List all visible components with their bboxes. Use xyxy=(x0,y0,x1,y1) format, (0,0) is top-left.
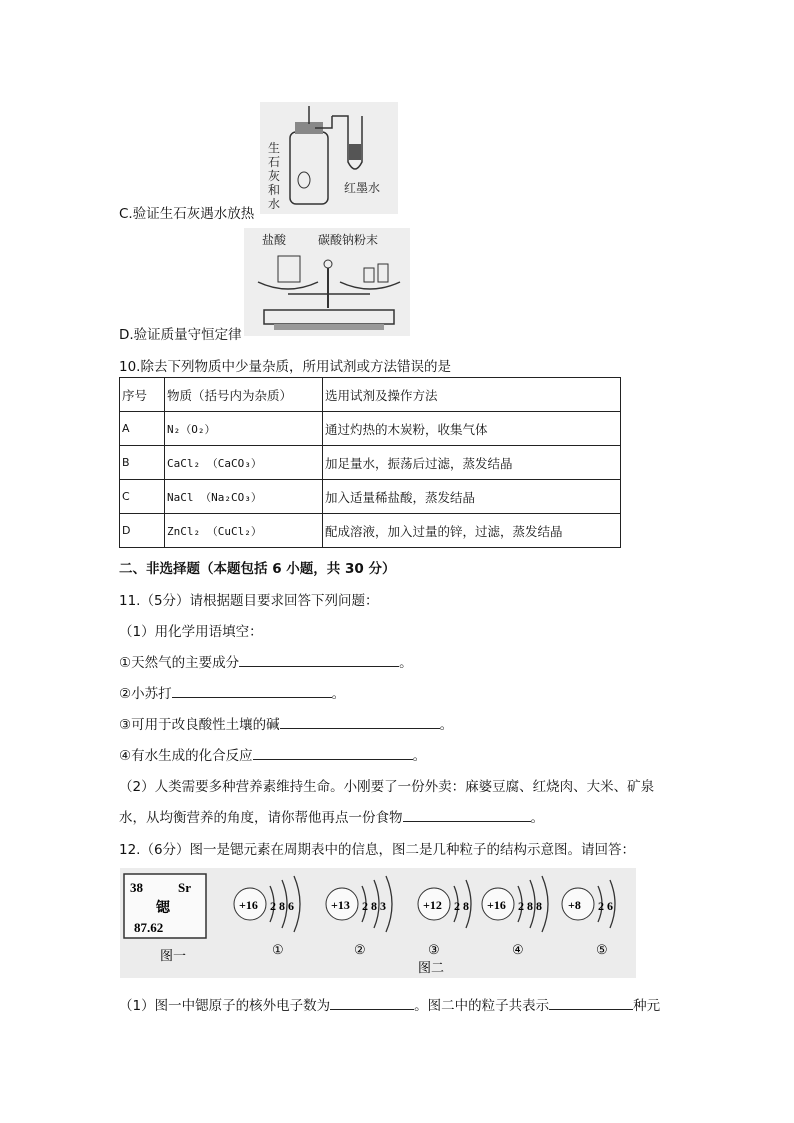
electron-shells: 2 8 8 xyxy=(518,899,542,913)
table-row xyxy=(120,446,621,480)
q11-item1-text: ①天然气的主要成分 xyxy=(119,655,240,671)
q11-item3-text: ③可用于改良酸性土壤的碱 xyxy=(119,717,280,733)
q11-item2 xyxy=(119,682,345,702)
period: 。 xyxy=(399,655,413,671)
answer-blank[interactable] xyxy=(403,807,531,822)
figure-strontium-and-particles xyxy=(120,868,636,978)
table-row xyxy=(120,480,621,514)
fig2-caption: 图二 xyxy=(418,960,445,975)
q12-part1-text-b: 。图二中的粒子共表示 xyxy=(414,998,550,1014)
header-substance: 物质（括号内为杂质） xyxy=(165,378,323,412)
q12-part1-text-c: 种元 xyxy=(633,998,661,1014)
row-id: D xyxy=(120,514,165,548)
q11-stem: 11.（5分）请根据题目要求回答下列问题： xyxy=(119,593,379,609)
particle-label: ⑤ xyxy=(596,942,608,957)
element-name: 锶 xyxy=(156,901,170,916)
header-method: 选用试剂及操作方法 xyxy=(323,378,621,412)
particle-3 xyxy=(418,880,471,957)
particle-label: ④ xyxy=(512,942,524,957)
particle-1 xyxy=(234,876,300,957)
q11-item3 xyxy=(119,713,453,733)
q12-stem: 12.（6分）图一是锶元素在周期表中的信息，图二是几种粒子的结构示意图。请回答： xyxy=(119,842,636,858)
row-method: 加入适量稀盐酸，蒸发结晶 xyxy=(323,480,621,514)
period: 。 xyxy=(331,686,346,702)
section-heading: 二、非选择题（本题包括 6 小题，共 30 分） xyxy=(119,561,396,577)
particles-drawing xyxy=(120,868,636,978)
particle-label: ① xyxy=(272,942,284,957)
q12-part1 xyxy=(119,994,660,1014)
atomic-number: 38 xyxy=(130,880,143,895)
nucleus-charge: +13 xyxy=(331,898,350,912)
nucleus-charge: +16 xyxy=(487,898,506,912)
figure-quicklime-apparatus xyxy=(260,102,398,214)
option-d-label: D.验证质量守恒定律 xyxy=(119,327,242,343)
element-symbol: Sr xyxy=(178,880,191,895)
fig-label-quicklime: 生石灰和水 xyxy=(268,141,281,211)
electron-shells: 2 8 xyxy=(454,899,469,913)
row-substance: NaCl （Na₂CO₃） xyxy=(165,480,323,514)
header-id: 序号 xyxy=(120,378,165,412)
fig-label-sodium-carbonate: 碳酸钠粉末 xyxy=(318,233,379,247)
answer-blank[interactable] xyxy=(239,652,399,667)
q11-item4 xyxy=(119,744,426,764)
row-id: B xyxy=(120,446,165,480)
q11-part1: （1）用化学用语填空： xyxy=(119,624,263,640)
balance-drawing xyxy=(244,228,410,336)
particle-label: ③ xyxy=(428,942,440,957)
period: 。 xyxy=(530,810,544,826)
table-row xyxy=(120,514,621,548)
quicklime-apparatus-drawing xyxy=(260,102,398,214)
q11-part2-line2 xyxy=(119,806,544,826)
answer-blank[interactable] xyxy=(280,714,440,729)
q10-stem: 10.除去下列物质中少量杂质，所用试剂或方法错误的是 xyxy=(119,359,451,375)
answer-blank[interactable] xyxy=(330,995,414,1010)
q11-item2-text: ②小苏打 xyxy=(119,686,172,702)
answer-blank[interactable] xyxy=(549,995,633,1010)
row-substance: CaCl₂ （CaCO₃） xyxy=(165,446,323,480)
electron-shells: 2 8 3 xyxy=(362,899,386,913)
row-method: 加足量水，振荡后过滤，蒸发结晶 xyxy=(323,446,621,480)
particle-5 xyxy=(562,880,615,957)
row-substance: N₂（O₂） xyxy=(165,412,323,446)
q12-part1-text-a: （1）图一中锶原子的核外电子数为 xyxy=(119,998,331,1014)
particle-4 xyxy=(482,876,548,957)
row-method: 配成溶液，加入过量的锌，过滤，蒸发结晶 xyxy=(323,514,621,548)
q11-part2-text: 水，从均衡营养的角度，请你帮他再点一份食物 xyxy=(119,810,403,826)
period: 。 xyxy=(412,748,427,764)
row-substance: ZnCl₂ （CuCl₂） xyxy=(165,514,323,548)
row-method: 通过灼热的木炭粉，收集气体 xyxy=(323,412,621,446)
period: 。 xyxy=(439,717,454,733)
nucleus-charge: +8 xyxy=(568,898,581,912)
row-id: C xyxy=(120,480,165,514)
figure-balance-apparatus xyxy=(244,228,410,336)
table-row xyxy=(120,412,621,446)
fig-label-hydrochloric-acid: 盐酸 xyxy=(262,233,287,247)
particle-2 xyxy=(326,876,392,957)
nucleus-charge: +12 xyxy=(423,898,442,912)
fig-label-red-ink: 红墨水 xyxy=(344,181,381,195)
fig1-caption: 图一 xyxy=(160,948,187,963)
nucleus-charge: +16 xyxy=(239,898,258,912)
row-id: A xyxy=(120,412,165,446)
q10-table xyxy=(119,377,621,548)
particle-label: ② xyxy=(354,942,366,957)
answer-blank[interactable] xyxy=(172,683,332,698)
atomic-mass: 87.62 xyxy=(134,920,164,935)
q11-item4-text: ④有水生成的化合反应 xyxy=(119,748,253,764)
electron-shells: 2 8 6 xyxy=(270,899,294,913)
electron-shells: 2 6 xyxy=(598,899,613,913)
q11-part2-line1: （2）人类需要多种营养素维持生命。小刚要了一份外卖：麻婆豆腐、红烧肉、大米、矿泉 xyxy=(119,779,655,795)
q11-item1 xyxy=(119,651,413,671)
table-header-row xyxy=(120,378,621,412)
option-c-label: C.验证生石灰遇水放热 xyxy=(119,206,255,222)
answer-blank[interactable] xyxy=(253,745,413,760)
